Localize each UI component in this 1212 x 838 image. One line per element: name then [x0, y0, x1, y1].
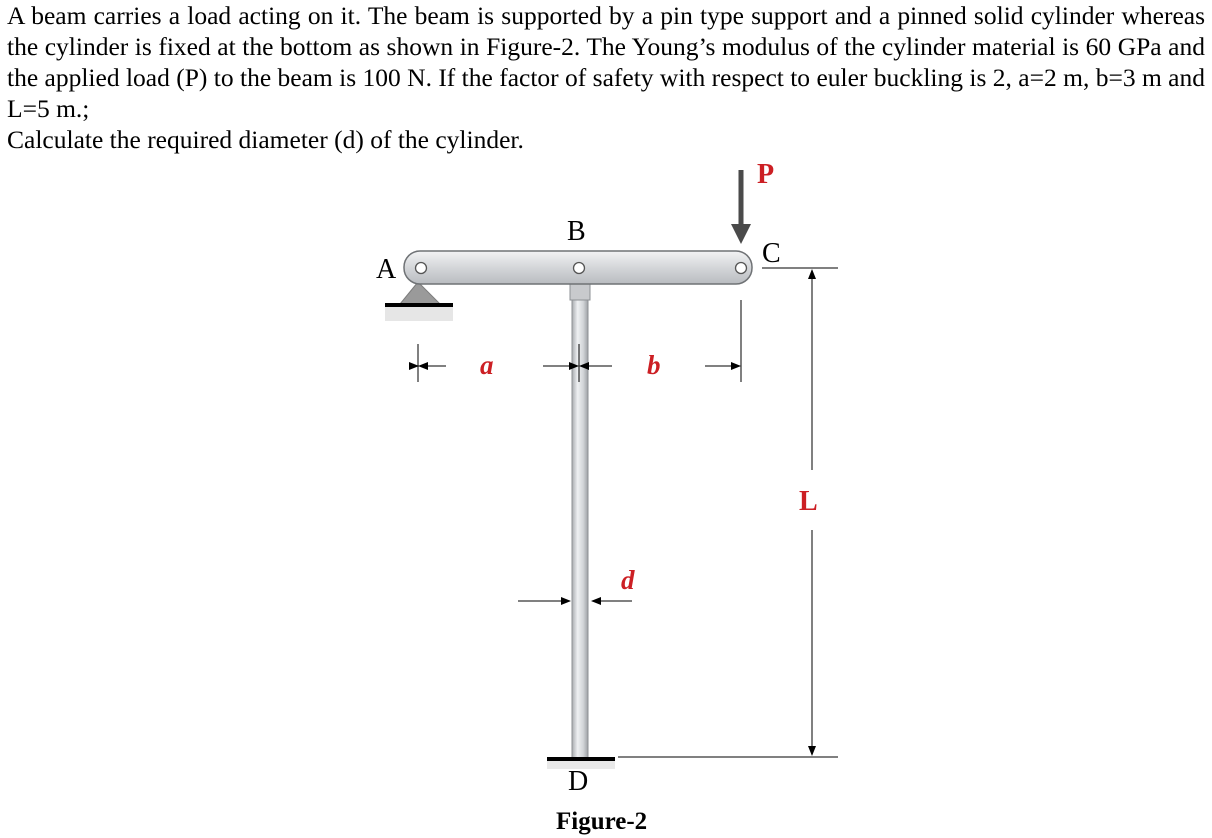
- problem-statement: A beam carries a load acting on it. The beam is supported by a pin type support and a pinned solid cylinder whereas the cylinder is fixed at the bottom as shown in Figure-2. The Young’s modulus of the cylinder material is 60 GPa and the applied load (P) to the beam is 100 N. If the factor of safety with respect to euler buckling is 2, a=2 m, b=3 m and L=5 m.;: [7, 1, 1205, 123]
- pin-b: [574, 263, 585, 274]
- load-p-arrow: [731, 170, 751, 244]
- pin-support-a: [385, 282, 453, 321]
- cylinder-bd: [547, 284, 615, 769]
- pin-a: [416, 263, 427, 274]
- figure-caption: Figure-2: [556, 808, 648, 835]
- pin-c: [736, 263, 747, 274]
- label-d-point: D: [568, 766, 589, 797]
- label-dim-l: L: [799, 486, 818, 517]
- label-c-point: C: [762, 238, 781, 269]
- problem-question: Calculate the required diameter (d) of the cylinder.: [7, 125, 524, 154]
- label-dim-a: a: [480, 350, 494, 380]
- label-dim-d: d: [621, 565, 635, 595]
- label-dim-b: b: [647, 350, 661, 380]
- label-b-point: B: [567, 216, 586, 247]
- label-load-p: P: [757, 159, 775, 190]
- label-a-point: A: [376, 254, 397, 285]
- beam-ac: [404, 251, 752, 284]
